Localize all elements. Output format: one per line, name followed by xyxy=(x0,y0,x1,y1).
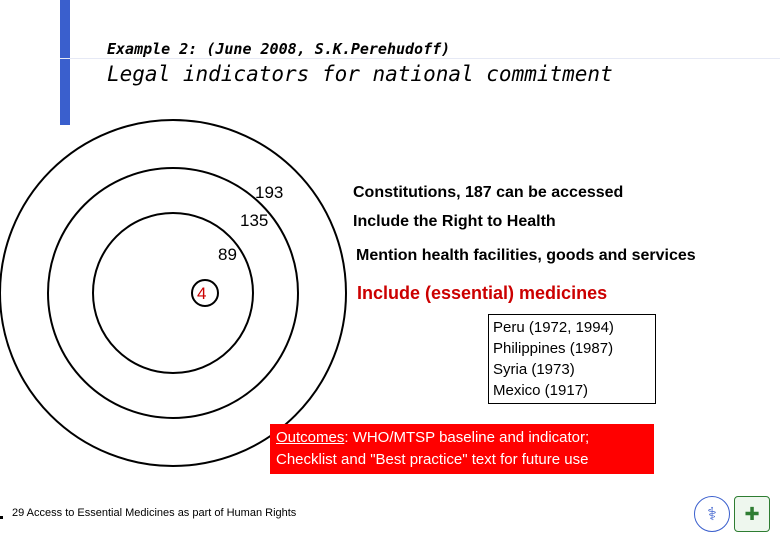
ring-value-193: 193 xyxy=(255,183,284,202)
ring-label-medicines: Include (essential) medicines xyxy=(357,283,608,303)
who-logo-icon: ⚕ xyxy=(694,496,730,532)
ring-label-constitutions: Constitutions, 187 can be accessed xyxy=(353,184,624,201)
example-item: Syria (1973) xyxy=(493,361,575,378)
outcome-box xyxy=(270,424,654,474)
example-item: Philippines (1987) xyxy=(493,340,614,357)
slide-title: Legal indicators for national commitment xyxy=(107,62,613,86)
partner-logo-icon: ✚ xyxy=(734,496,770,532)
ring-outer xyxy=(0,120,346,466)
example-item: Mexico (1917) xyxy=(493,382,589,399)
country-examples-box xyxy=(488,314,656,404)
ring-value-4: 4 xyxy=(197,284,207,303)
ring-value-89: 89 xyxy=(218,245,237,264)
ring-third xyxy=(93,213,253,373)
outcome-line-1 xyxy=(276,427,648,449)
outcome-text-1: : WHO/MTSP baseline and indicator; xyxy=(344,429,590,446)
ring-value-135: 135 xyxy=(240,211,269,230)
outcome-heading: Outcomes xyxy=(276,429,345,446)
ring-label-health-facilities: Mention health facilities, goods and services xyxy=(356,247,696,264)
ring-label-right-to-health: Include the Right to Health xyxy=(353,213,556,230)
outcome-text-2: Checklist and "Best practice" text for future use xyxy=(276,451,589,468)
slide-subtitle: Example 2: (June 2008, S.K.Perehudoff) xyxy=(107,40,451,58)
ring-second xyxy=(48,168,298,418)
bullet-dot xyxy=(0,516,3,519)
example-item: Peru (1972, 1994) xyxy=(493,319,614,336)
slide-footer: 29 Access to Essential Medicines as part of Human Rights xyxy=(12,507,297,519)
